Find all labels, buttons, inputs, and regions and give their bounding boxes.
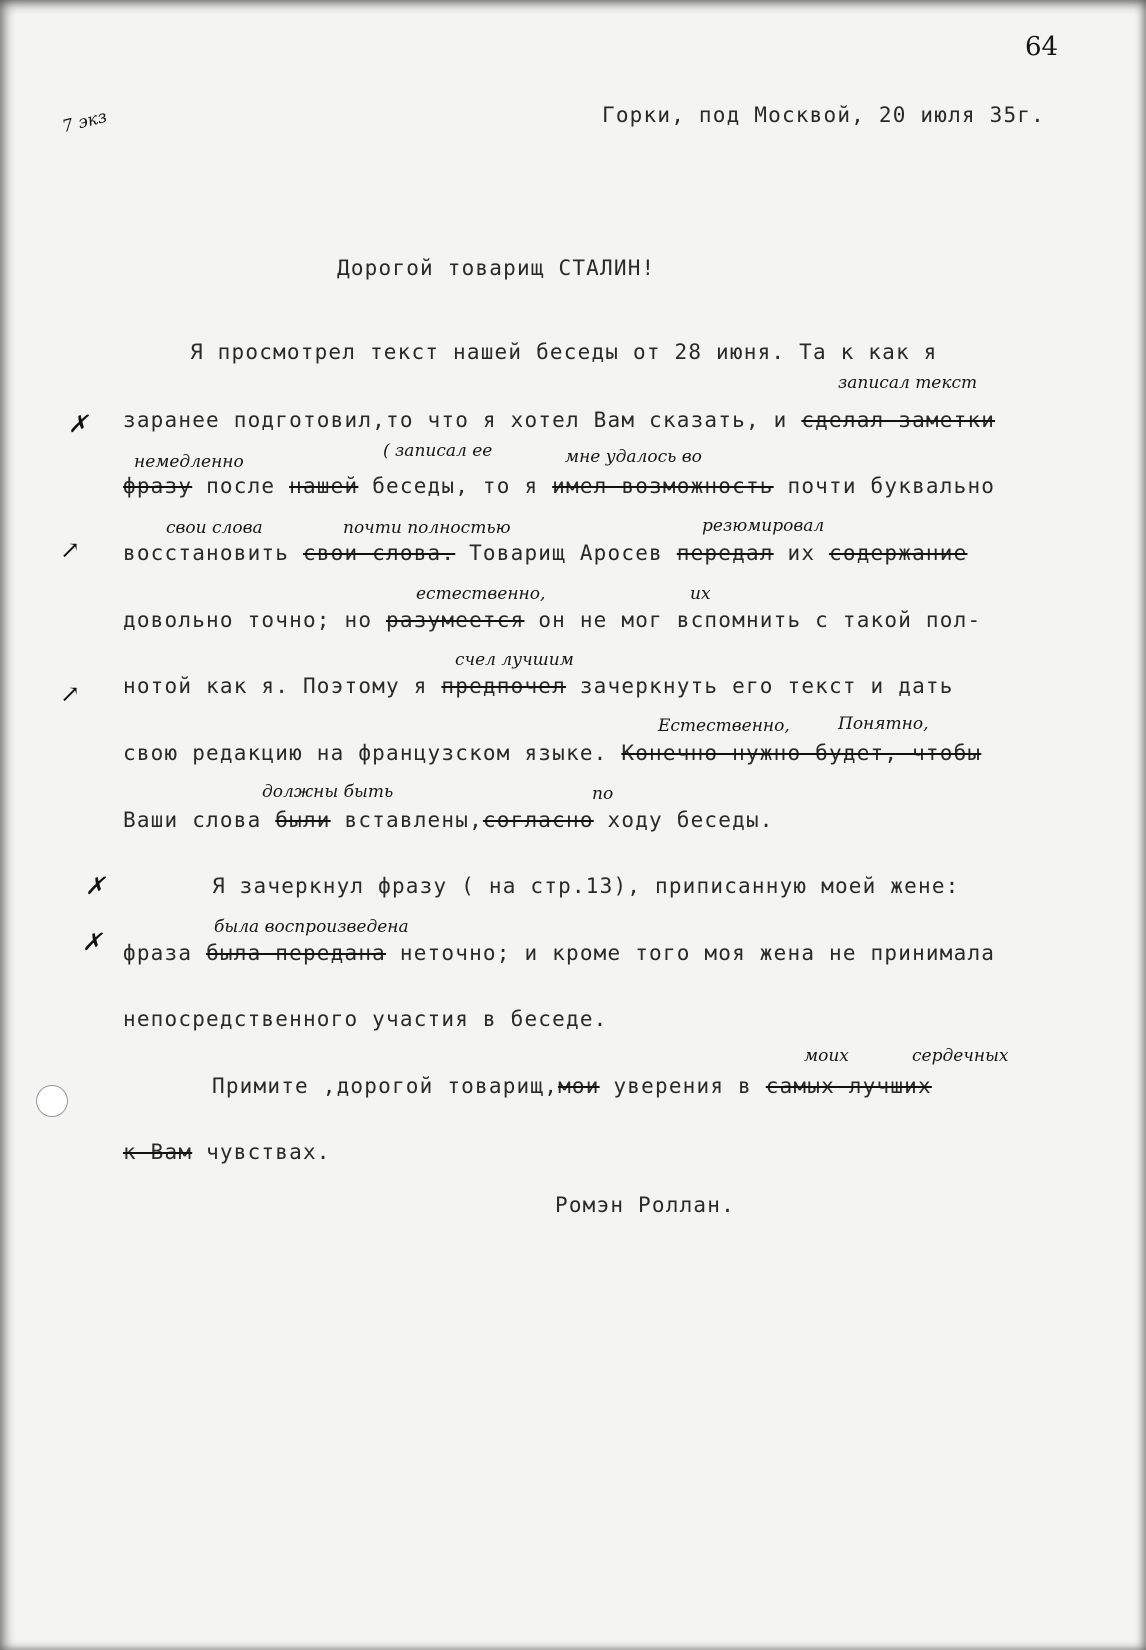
text-line-4: восстановить свои слова. Товарищ Аросев передал их содержание xyxy=(123,541,968,565)
handwritten-insert: их xyxy=(690,584,711,604)
punch-hole xyxy=(36,1085,68,1117)
handwritten-insert: ( записал ее xyxy=(383,441,493,461)
salutation: Дорогой товарищ СТАЛИН! xyxy=(337,256,656,280)
handwritten-insert: по xyxy=(592,784,614,804)
handwritten-insert: естественно, xyxy=(416,584,546,604)
text-line-9: Я зачеркнул фразу ( на стр.13), приписанную моей жене: xyxy=(212,874,960,898)
text-line-13: к Вам чувствах. xyxy=(123,1140,331,1164)
margin-mark: ↗ xyxy=(60,536,81,564)
handwritten-insert: резюмировал xyxy=(702,516,825,536)
text-line-5: довольно точно; но разумеется он не мог вспомнить с такой пол- xyxy=(123,608,982,632)
margin-mark: ✗ xyxy=(85,872,106,900)
handwritten-insert: счел лучшим xyxy=(455,650,574,670)
corner-note: 7 экз xyxy=(60,106,109,138)
text-line-10: фраза была передана неточно; и кроме того моя жена не принимала xyxy=(123,941,996,965)
text-line-11: непосредственного участия в беседе. xyxy=(123,1007,608,1031)
margin-mark: ✗ xyxy=(82,928,103,956)
handwritten-insert: почти полностью xyxy=(343,518,511,538)
handwritten-insert: сердечных xyxy=(912,1046,1009,1066)
handwritten-insert: была воспроизведена xyxy=(214,917,409,937)
margin-mark: ✗ xyxy=(68,410,89,438)
handwritten-insert: моих xyxy=(804,1046,849,1066)
text-line-7: свою редакцию на французском языке. Конечно нужно будет, чтобы xyxy=(123,741,982,765)
page-number: 64 xyxy=(1025,32,1059,62)
text-line-12: Примите ,дорогой товарищ,мои уверения в самых лучших xyxy=(212,1074,932,1098)
handwritten-insert: немедленно xyxy=(134,452,244,472)
margin-mark: ↗ xyxy=(60,680,81,708)
text-line-3: фразу после нашей беседы, то я имел возможность почти буквально xyxy=(123,474,996,498)
text-line-1: Я просмотрел текст нашей беседы от 28 июня. Та к как я xyxy=(190,340,938,364)
text-line-6: нотой как я. Поэтому я предпочел зачеркнуть его текст и дать xyxy=(123,674,954,698)
handwritten-insert: должны быть xyxy=(262,782,394,802)
text-line-8: Ваши слова были вставлены,согласно ходу беседы. xyxy=(123,808,774,832)
handwritten-insert: свои слова xyxy=(166,518,263,538)
handwritten-insert: Понятно, xyxy=(838,714,929,734)
header-place-date: Горки, под Москвой, 20 июля 35г. xyxy=(602,103,1045,127)
handwritten-insert: мне удалось во xyxy=(565,447,702,467)
handwritten-insert: Естественно, xyxy=(658,716,790,736)
text-line-2: заранее подготовил,то что я хотел Вам сказать, и сделал заметки xyxy=(123,408,996,432)
signature: Ромэн Роллан. xyxy=(555,1193,735,1217)
handwritten-insert: записал текст xyxy=(838,373,978,393)
